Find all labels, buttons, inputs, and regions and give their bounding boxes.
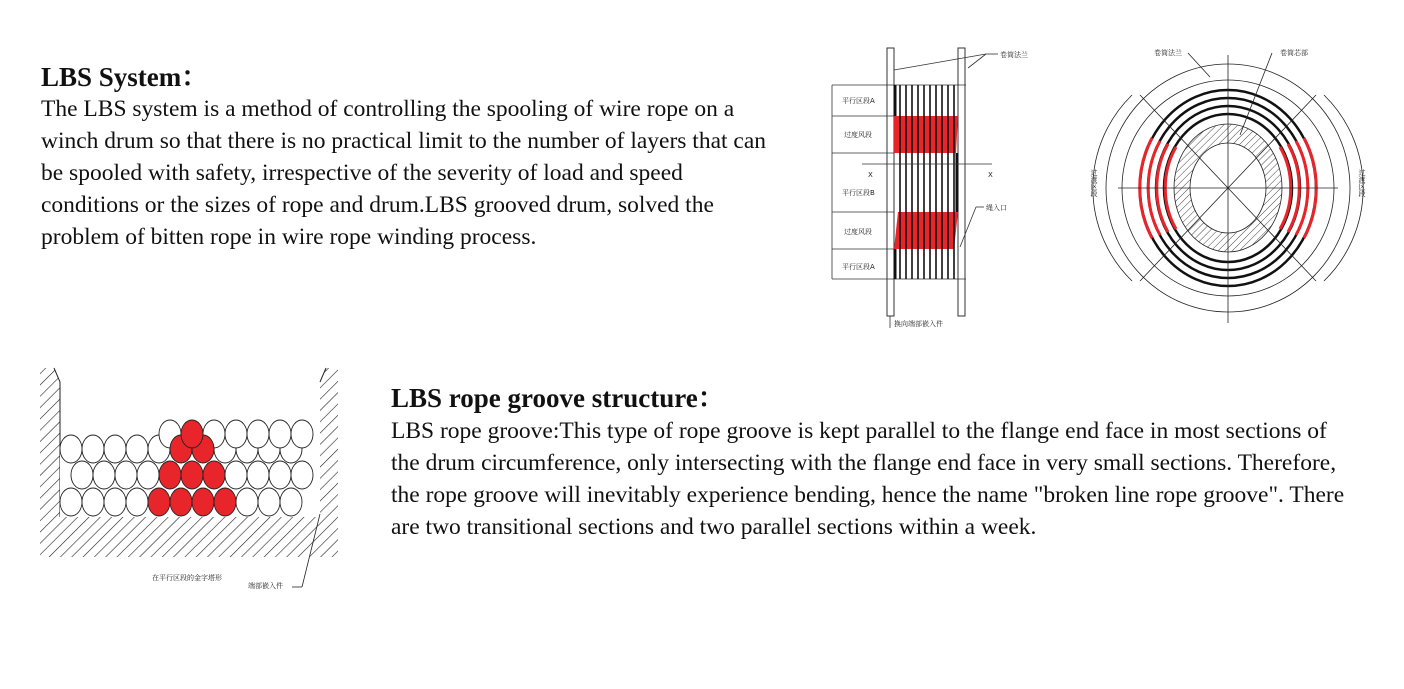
transition-right-label: 过渡区段 [1358,169,1366,197]
end-insert-label: 换向端部嵌入件 [894,320,943,328]
parallel-a-bottom-label: 平行区段A [842,263,875,271]
parallel-b-label: 平行区段B [842,189,875,197]
drum-section-diagram [826,42,1066,332]
axis-mark-label: X [868,171,873,179]
transition-bottom-label: 过度风段 [844,228,872,236]
circle-core-label: 卷筒芯部 [1280,49,1308,57]
section-heading-rope-groove: LBS rope groove structure： [391,383,725,413]
section-body-lbs-system: The LBS system is a method of controlling the spooling of wire rope on a winch drum so that there is no practical limit to the number of layers that can be spooled with safety, irrespective of the severity of load and speed conditions or the sizes of rope and drum.LBS grooved drum, solved the problem of bitten rope in wire rope winding process. [41,96,767,250]
transition-left-label: 过渡区段 [1090,169,1098,197]
svg-text:X: X [988,171,993,179]
rope-pyramid-diagram [40,362,345,594]
parallel-a-top-label: 平行区段A [842,97,875,105]
transition-top-label: 过度风段 [844,131,872,139]
section-heading-lbs-system: LBS System： [41,62,209,92]
circle-flange-label: 卷筒法兰 [1154,49,1182,57]
pyramid-caption: 在平行区段的金字塔形 [152,574,222,582]
rope-entry-label: 绳入口 [986,204,1007,212]
section-body-rope-groove: LBS rope groove:This type of rope groove is kept parallel to the flange end face in most sections of the drum circumference, only intersecting with the flange end face in very small sections. Therefore, the rope groove will inevitably experience bending, hence the name "broken line rope groove". There are two transitional sections and two parallel sections within a week. [391,418,1345,540]
pyramid-end-insert-label: 端部嵌入件 [248,582,283,590]
drum-circle-diagram [1080,35,1380,330]
flange-label: 卷筒法兰 [1000,51,1028,59]
